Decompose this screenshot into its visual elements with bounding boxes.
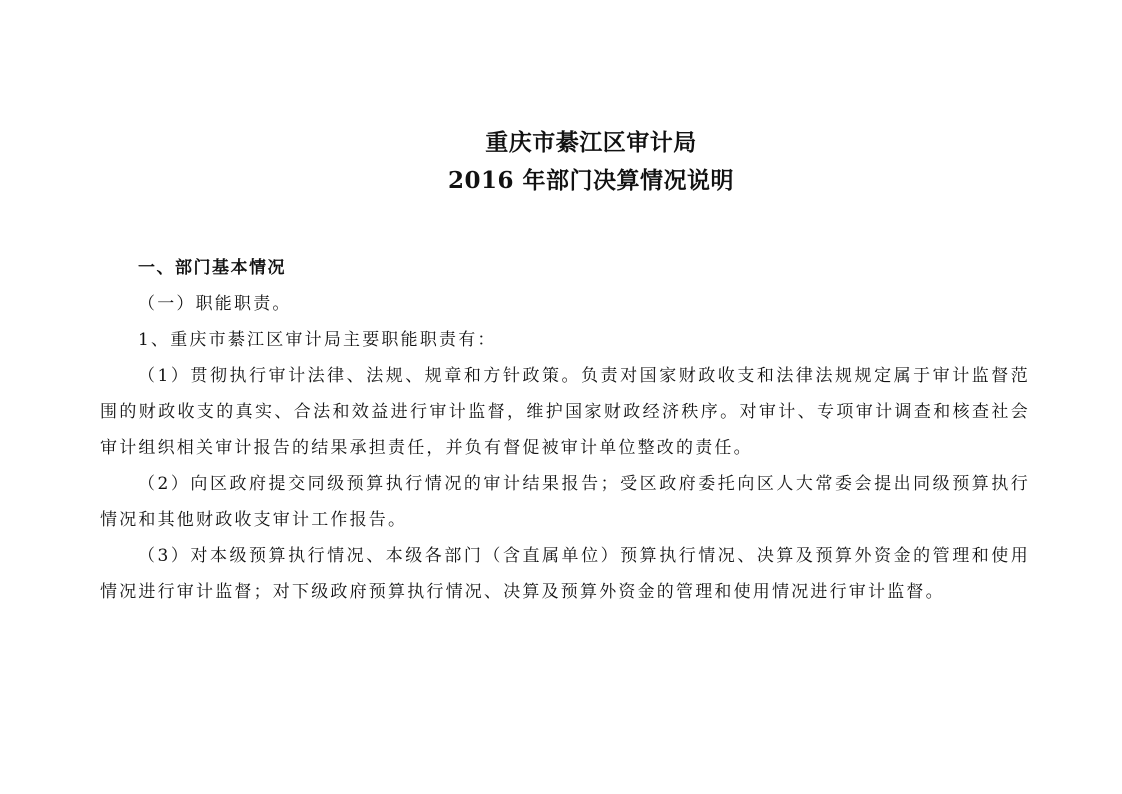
title-line-1: 重庆市綦江区审计局	[485, 129, 697, 156]
title-line-2: 2016 年部门决算情况说明	[447, 167, 735, 194]
document-body	[100, 250, 1030, 610]
subsection-heading-functions: （一）职能职责。	[138, 294, 292, 314]
duty-paragraph-2: （2）向区政府提交同级预算执行情况的审计结果报告；受区政府委托向区人大常委会提出同级预算执行情况和其他财政收支审计工作报告。	[100, 474, 1030, 530]
duty-paragraph-1: （1）贯彻执行审计法律、法规、规章和方针政策。负责对国家财政收支和法律法规规定属于审计监督范围的财政收支的真实、合法和效益进行审计监督，维护国家财政经济秩序。对审计、专项审计调查和核查社会审计组织相关审计报告的结果承担责任，并负有督促被审计单位整改的责任。	[100, 366, 1030, 458]
item-intro-main-duties: 1、重庆市綦江区审计局主要职能职责有：	[138, 330, 497, 350]
section-heading-basic-info: 一、部门基本情况	[138, 258, 286, 278]
document-title	[0, 124, 1122, 200]
duty-paragraph-3: （3）对本级预算执行情况、本级各部门（含直属单位）预算执行情况、决算及预算外资金的管理和使用情况进行审计监督；对下级政府预算执行情况、决算及预算外资金的管理和使用情况进行审计监督。	[100, 546, 1030, 602]
